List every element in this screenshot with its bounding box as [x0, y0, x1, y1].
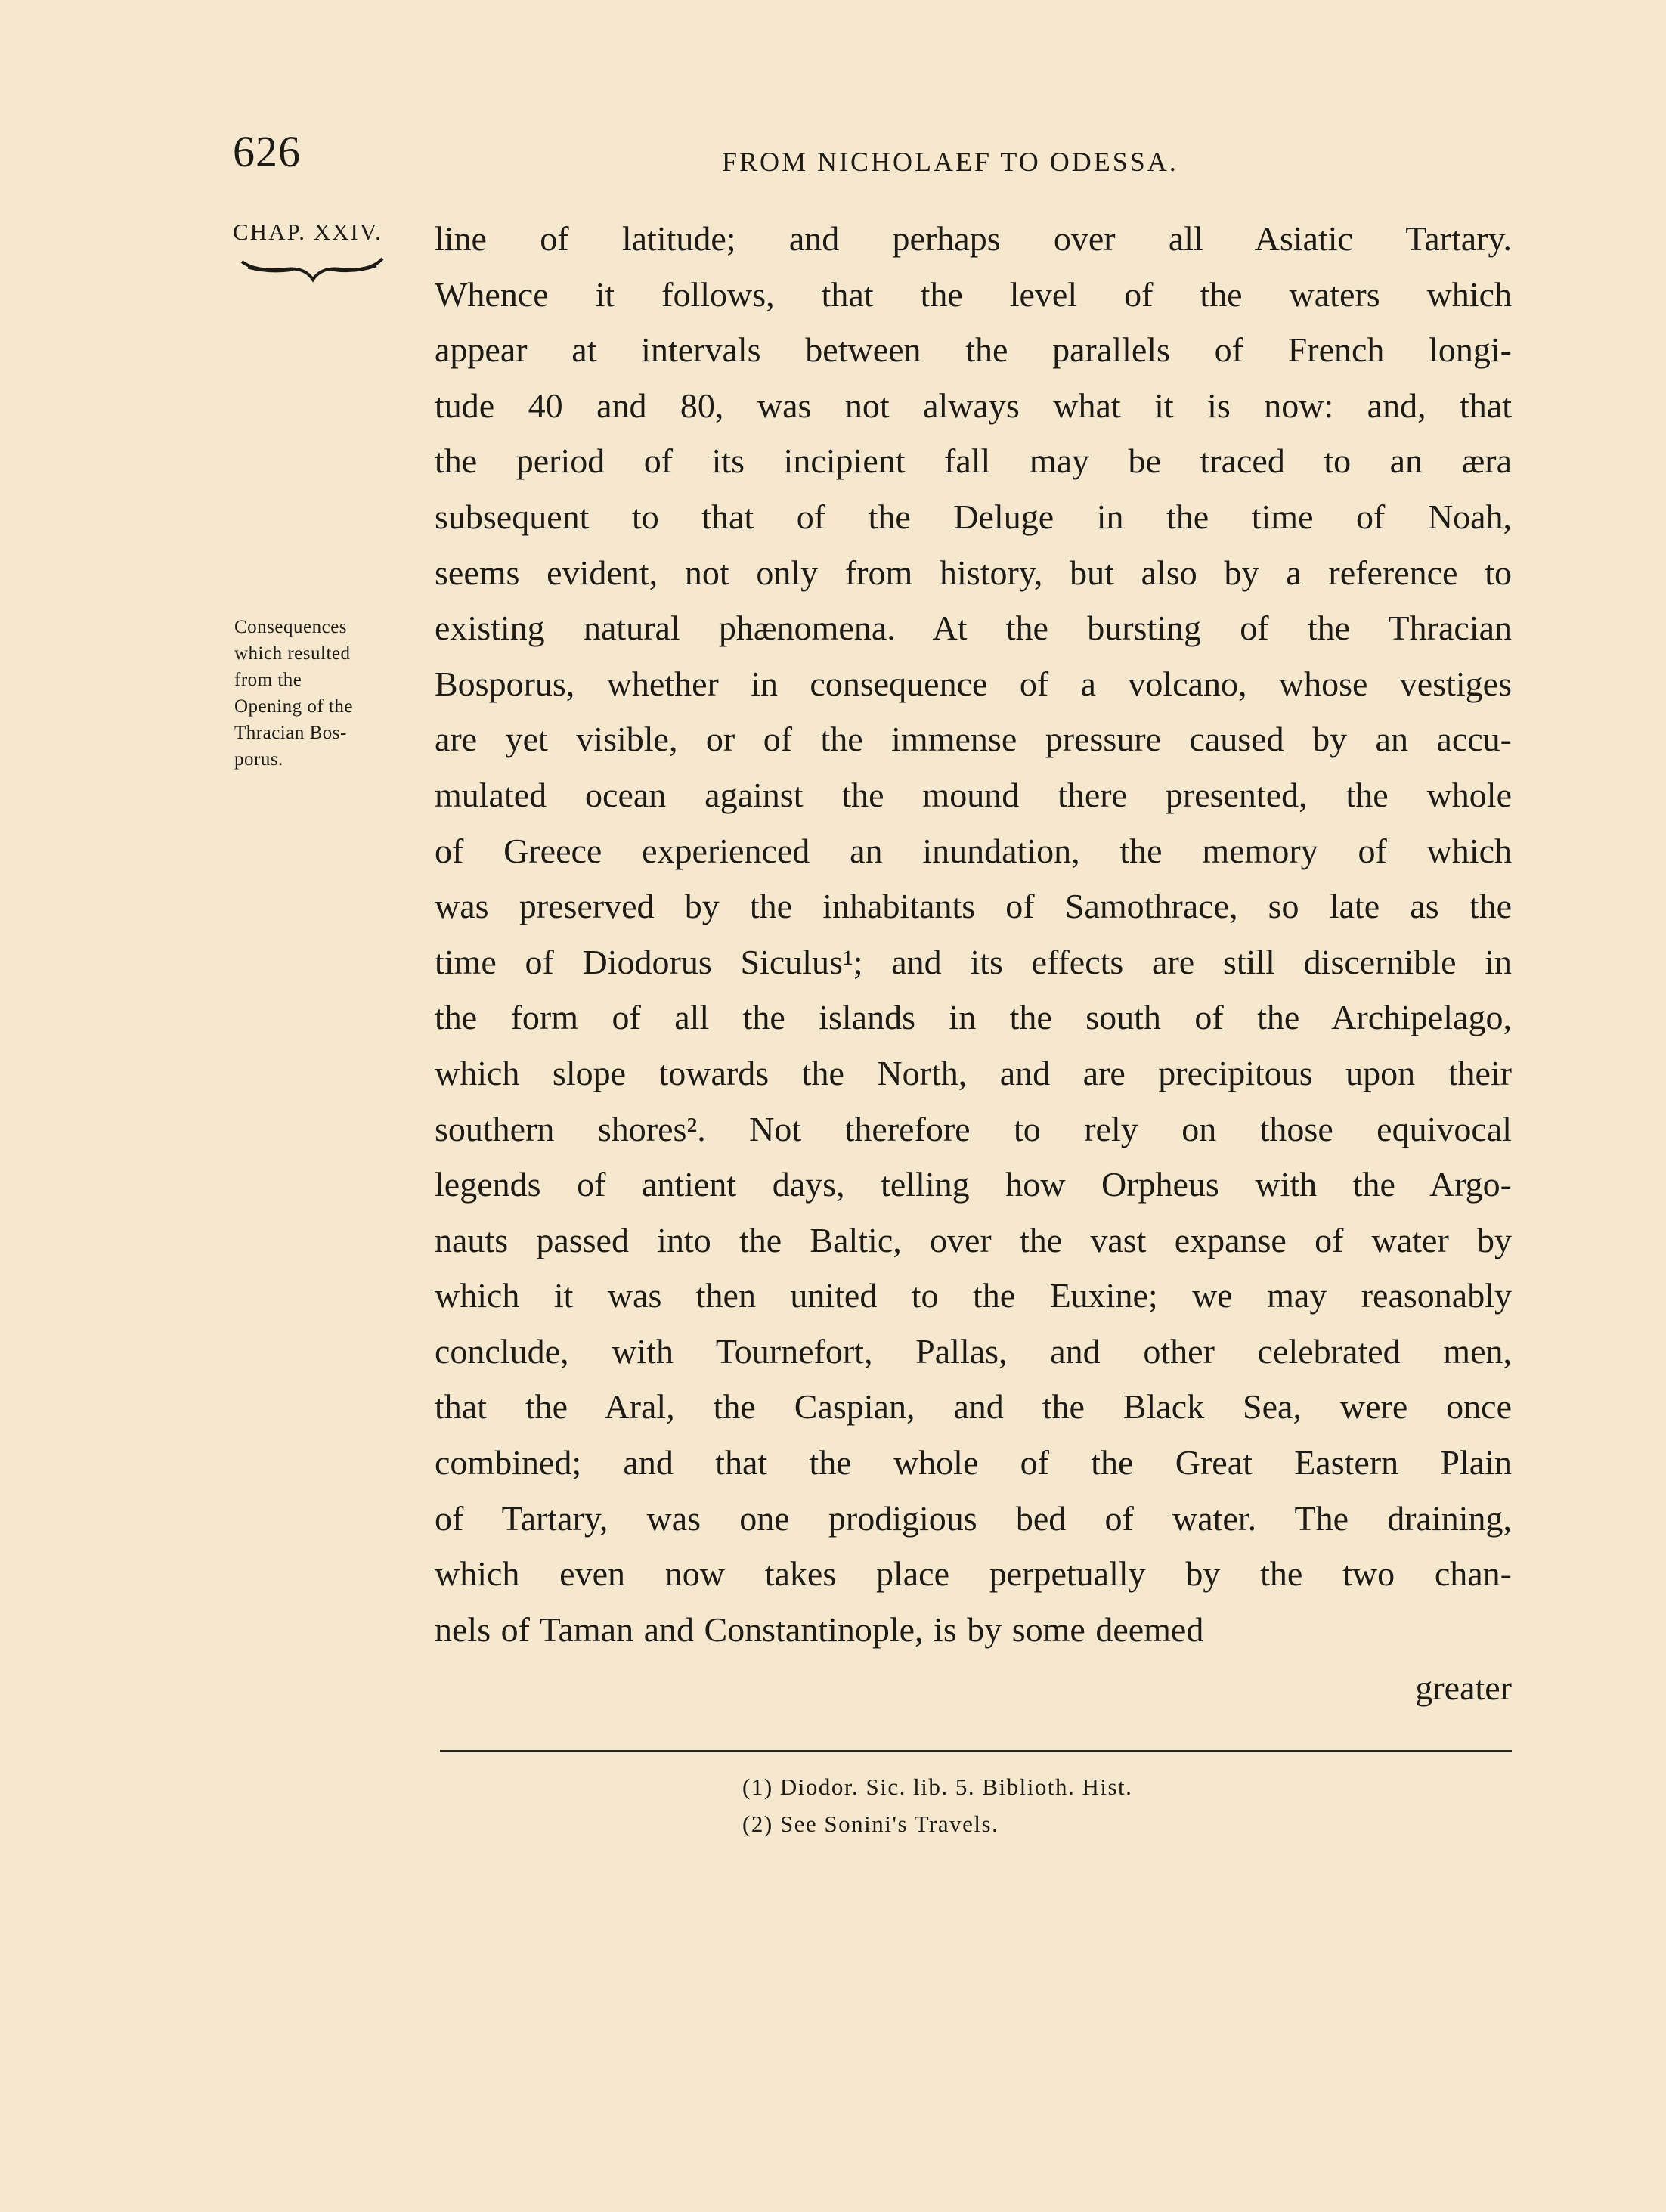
body-line: combined; and that the whole of the Great Eastern Plain: [435, 1443, 1512, 1482]
margin-note-line: porus.: [234, 749, 283, 770]
body-line: Bosporus, whether in consequence of a volcano, whose vestiges: [435, 664, 1512, 703]
body-line: existing natural phænomena. At the bursting of the Thracian: [435, 609, 1512, 648]
page-number: 626: [233, 127, 301, 176]
margin-note-line: which resulted: [234, 643, 351, 664]
body-line: legends of antient days, telling how Orpheus with the Argo-: [435, 1165, 1512, 1204]
body-line: are yet visible, or of the immense pressure caused by an accu-: [435, 720, 1512, 759]
body-line: the period of its incipient fall may be traced to an æra: [435, 441, 1512, 481]
body-line: southern shores². Not therefore to rely on those equivocal: [435, 1109, 1512, 1148]
body-line: nauts passed into the Baltic, over the vast expanse of water by: [435, 1220, 1512, 1259]
margin-note-line: Thracian Bos-: [234, 723, 347, 743]
body-line: the form of all the islands in the south of the Archipelago,: [435, 998, 1512, 1037]
footnote-1: (1) Diodor. Sic. lib. 5. Biblioth. Hist.: [742, 1774, 1133, 1800]
body-line: seems evident, not only from history, but also by a reference to: [435, 553, 1512, 592]
body-line: time of Diodorus Siculus¹; and its effects are still discernible in: [435, 942, 1512, 981]
body-line: subsequent to that of the Deluge in the time of Noah,: [435, 497, 1512, 536]
body-line: which it was then united to the Euxine; we may reasonably: [435, 1276, 1512, 1315]
body-line: of Tartary, was one prodigious bed of water. The draining,: [435, 1498, 1512, 1538]
chapter-brace-ornament: [240, 257, 384, 283]
margin-note: [234, 614, 412, 773]
footnote-rule: [440, 1750, 1512, 1752]
body-line: nels of Taman and Constantinople, is by some deemed: [435, 1609, 1204, 1649]
footnote-2: (2) See Sonini's Travels.: [742, 1811, 999, 1837]
body-line: line of latitude; and perhaps over all Asiatic Tartary.: [435, 219, 1512, 258]
body-line: mulated ocean against the mound there presented, the whole: [435, 775, 1512, 814]
body-line: which slope towards the North, and are precipitous upon their: [435, 1053, 1512, 1092]
body-line: Whence it follows, that the level of the waters which: [435, 274, 1512, 314]
body-line: that the Aral, the Caspian, and the Black Sea, were once: [435, 1387, 1512, 1427]
margin-note-line: from the: [234, 670, 302, 690]
catchword: greater: [1415, 1668, 1512, 1707]
body-line: appear at intervals between the parallels of French longi-: [435, 330, 1512, 370]
body-text: [435, 215, 1512, 1661]
running-title: FROM NICHOLAEF TO ODESSA.: [722, 147, 1178, 177]
margin-note-line: Consequences: [234, 617, 348, 637]
body-line: which even now takes place perpetually by the two chan-: [435, 1554, 1512, 1594]
body-line: was preserved by the inhabitants of Samothrace, so late as the: [435, 887, 1512, 926]
chapter-label: CHAP. XXIV.: [233, 218, 382, 245]
body-line: of Greece experienced an inundation, the memory of which: [435, 831, 1512, 870]
margin-note-line: Opening of the: [234, 696, 353, 717]
body-line: tude 40 and 80, was not always what it is now: and, that: [435, 386, 1512, 425]
body-line: conclude, with Tournefort, Pallas, and other celebrated men,: [435, 1331, 1512, 1371]
